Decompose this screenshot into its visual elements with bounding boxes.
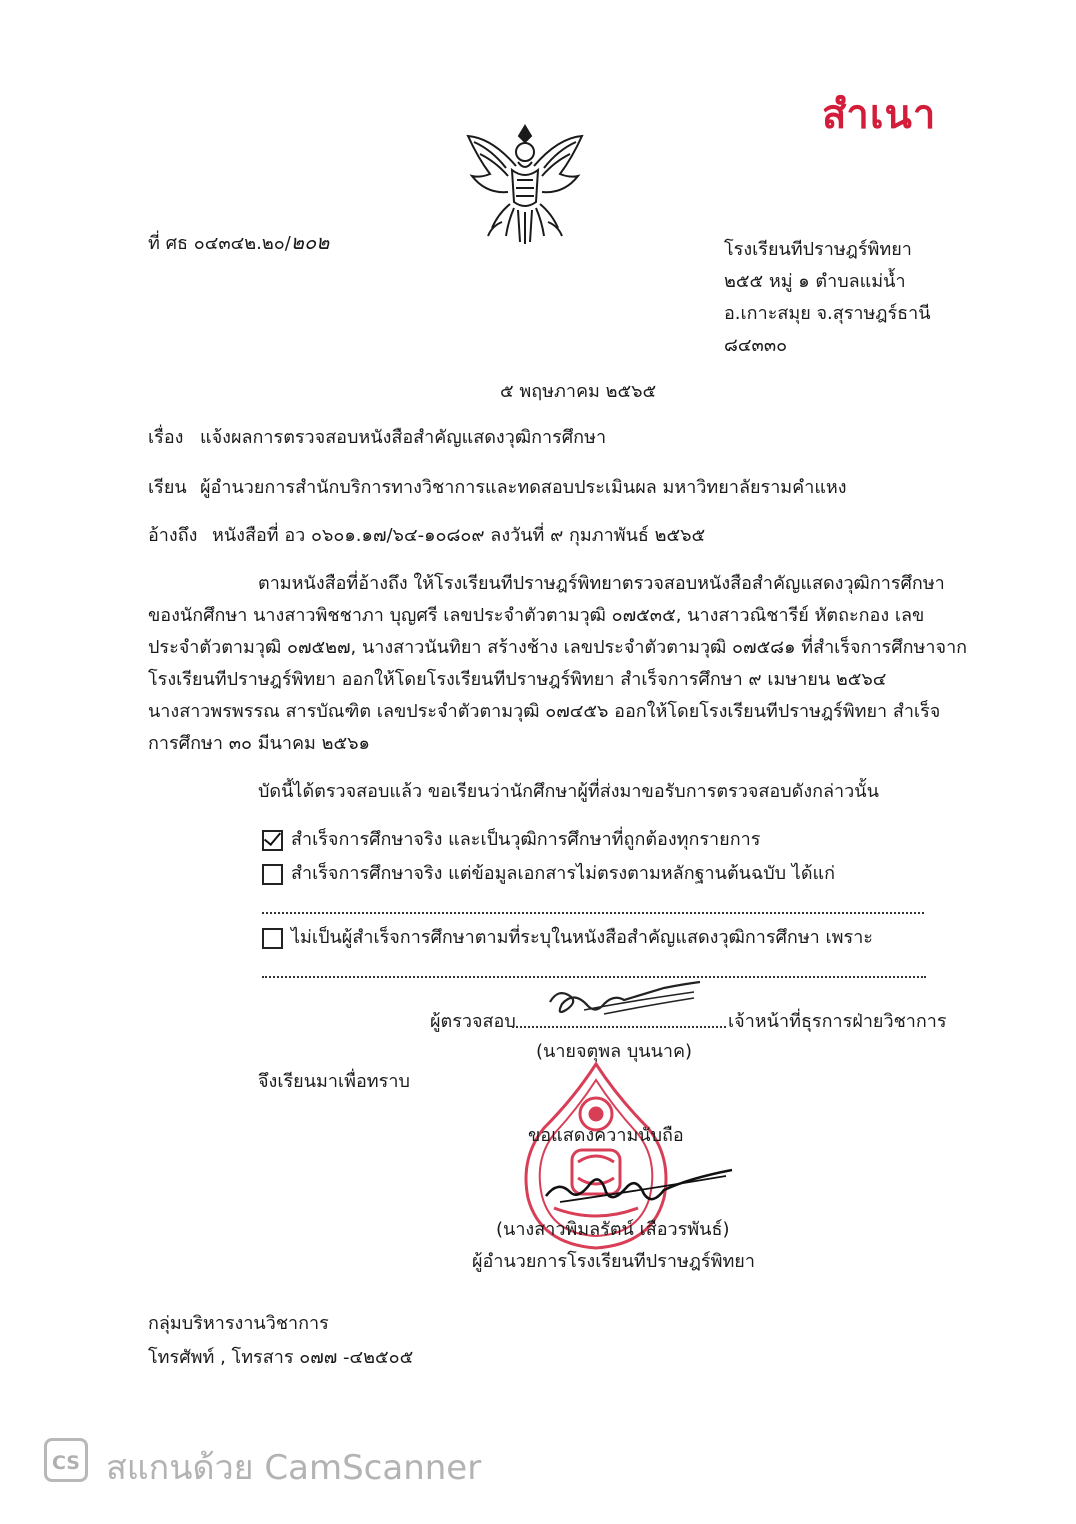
option-row-valid xyxy=(262,828,760,852)
body-line: การศึกษา ๓๐ มีนาคม ๒๕๖๑ xyxy=(148,733,370,754)
footer-dept: กลุ่มบริหารงานวิชาการ xyxy=(148,1313,329,1334)
inspector-signature-icon xyxy=(544,980,704,1030)
checkbox-unchecked[interactable] xyxy=(262,864,283,885)
option-row-invalid xyxy=(262,926,873,950)
reference-text: หนังสือที่ อว ๐๖๐๑.๑๗/๖๔-๑๐๘๐๙ ลงวันที่ ๙ กุมภาพันธ์ ๒๕๖๕ xyxy=(212,525,706,546)
checkbox-checked[interactable] xyxy=(262,830,283,851)
checkbox-unchecked[interactable] xyxy=(262,928,283,949)
camscanner-watermark: สแกนด้วย CamScanner xyxy=(106,1448,482,1488)
copy-stamp: สำเนา xyxy=(822,91,937,138)
option-row-mismatch xyxy=(262,862,835,886)
subject-label: เรื่อง xyxy=(148,427,184,448)
body-line: ประจำตัวตามวุฒิ ๐๗๕๒๗, นางสาวนันทิยา สร้างช้าง เลขประจำตัวตามวุฒิ ๐๗๕๘๑ ที่สำเร็จการศึกษาจาก xyxy=(148,637,968,658)
school-name: โรงเรียนทีปราษฎร์พิทยา xyxy=(724,239,912,260)
letter-date: ๕ พฤษภาคม ๒๕๖๕ xyxy=(500,381,657,402)
body-line: โรงเรียนทีปราษฎร์พิทยา ออกให้โดยโรงเรียนทีปราษฎร์พิทยา สำเร็จการศึกษา ๙ เมษายน ๒๕๖๔ xyxy=(148,669,887,690)
school-address-line1: ๒๕๕ หมู่ ๑ ตำบลแม่น้ำ xyxy=(724,271,906,292)
subject-text: แจ้งผลการตรวจสอบหนังสือสำคัญแสดงวุฒิการศึกษา xyxy=(200,427,607,448)
option-label: สำเร็จการศึกษาจริง แต่ข้อมูลเอกสารไม่ตรงตามหลักฐานต้นฉบับ ได้แก่ xyxy=(291,863,836,884)
verification-intro: บัดนี้ได้ตรวจสอบแล้ว ขอเรียนว่านักศึกษาผู้ที่ส่งมาขอรับการตรวจสอบดังกล่าวนั้น xyxy=(258,781,879,802)
body-line: ของนักศึกษา นางสาวพิชชาภา บุญศรี เลขประจำตัวตามวุฒิ ๐๗๕๓๕, นางสาวณิชารีย์ หัตถะกอง เลข xyxy=(148,605,925,626)
signer-position: ผู้อำนวยการโรงเรียนทีปราษฎร์พิทยา xyxy=(472,1251,755,1272)
closing-text: จึงเรียนมาเพื่อทราบ xyxy=(258,1071,410,1092)
camscanner-logo-icon: CS xyxy=(44,1438,88,1482)
option-label: สำเร็จการศึกษาจริง และเป็นวุฒิการศึกษาที่ถูกต้องทุกรายการ xyxy=(291,829,761,850)
dotted-line xyxy=(262,912,924,914)
school-postcode: ๘๔๓๓๐ xyxy=(724,335,788,356)
inspector-label: ผู้ตรวจสอบ xyxy=(430,1011,516,1032)
body-line: นางสาวพรพรรณ สารบัณฑิต เลขประจำตัวตามวุฒิ ๐๗๔๕๖ ออกให้โดยโรงเรียนทีปราษฎร์พิทยา สำเร็จ xyxy=(148,701,941,722)
ref-number-handwritten: ๒๐๒ xyxy=(290,230,330,254)
school-address-line2: อ.เกาะสมุย จ.สุราษฎร์ธานี xyxy=(724,303,931,324)
to-text: ผู้อำนวยการสำนักบริการทางวิชาการและทดสอบประเมินผล มหาวิทยาลัยรามคำแหง xyxy=(200,477,847,498)
footer-phone: โทรศัพท์ , โทรสาร ๐๗๗ -๔๒๕๐๕ xyxy=(148,1347,414,1368)
director-signature-icon xyxy=(540,1162,736,1212)
dotted-line xyxy=(262,976,926,978)
signer-name: (นางสาวพิมลรัตน์ เสือวรพันธ์) xyxy=(496,1219,730,1240)
ref-number-printed: ที่ ศธ ๐๔๓๔๒.๒๐/ xyxy=(148,233,291,254)
to-label: เรียน xyxy=(148,477,187,498)
reference-label: อ้างถึง xyxy=(148,525,198,546)
regards-text: ขอแสดงความนับถือ xyxy=(528,1125,684,1146)
garuda-emblem-icon xyxy=(462,118,588,248)
ref-number xyxy=(148,230,329,256)
inspector-position: เจ้าหน้าที่ธุรการฝ่ายวิชาการ xyxy=(728,1011,947,1032)
body-line: ตามหนังสือที่อ้างถึง ให้โรงเรียนทีปราษฎร์พิทยาตรวจสอบหนังสือสำคัญแสดงวุฒิการศึกษา xyxy=(258,573,945,594)
option-label: ไม่เป็นผู้สำเร็จการศึกษาตามที่ระบุในหนังสือสำคัญแสดงวุฒิการศึกษา เพราะ xyxy=(291,927,873,948)
inspector-name: (นายจตุพล บุนนาค) xyxy=(536,1041,693,1062)
